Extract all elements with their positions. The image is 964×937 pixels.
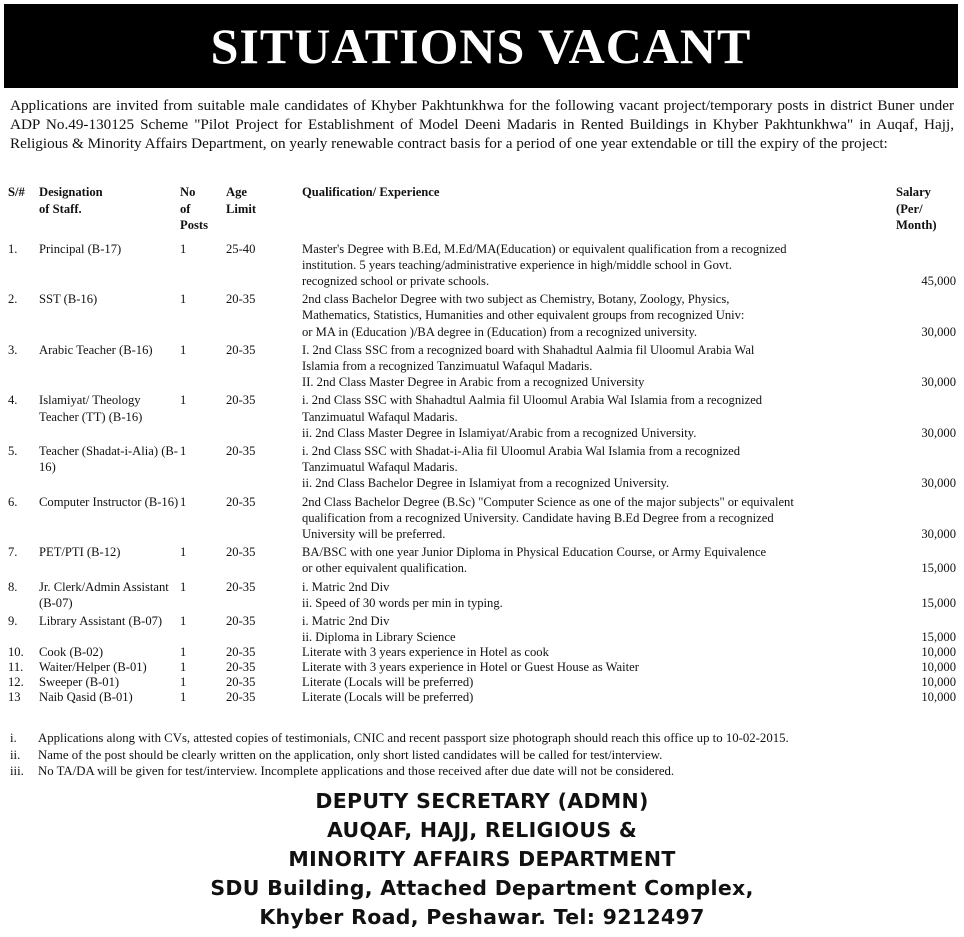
row-age: 20-35	[226, 443, 256, 458]
qualification-line: Literate with 3 years experience in Hotel or Guest House as Waiter	[302, 660, 639, 675]
issuer-line-2: AUQAF, HAJJ, RELIGIOUS &	[327, 818, 637, 842]
table-row	[8, 675, 956, 690]
qualification-line: ii. 2nd Class Bachelor Degree in Islamiyat from a recognized University.	[302, 476, 670, 491]
qualification-line: i. Matric 2nd Div	[302, 579, 390, 594]
row-designation: PET/PTI (B-12)	[39, 545, 121, 560]
table-row	[8, 611, 956, 645]
header-salary: Salary (Per/ Month)	[896, 185, 937, 232]
row-age: 20-35	[226, 545, 256, 560]
row-qualification	[302, 441, 882, 492]
row-designation: Islamiyat/ Theology Teacher (TT) (B-16)	[39, 393, 143, 424]
qualification-line: Islamia from a recognized Tanzimuatul Wafaqul Madaris.	[302, 358, 593, 373]
qualification-line: ii. Diploma in Library Science	[302, 630, 456, 645]
row-age: 20-35	[226, 579, 256, 594]
row-posts: 1	[180, 660, 187, 675]
qualification-line: ii. Speed of 30 words per min in typing.	[302, 595, 503, 610]
row-salary: 10,000	[921, 675, 956, 690]
note-item: i. Applications along with CVs, attested copies of testimonials, CNIC and recent passport size photograph should reach this office up to 10-02-2015.	[10, 731, 789, 745]
row-sn: 8.	[8, 579, 18, 594]
row-designation: Principal (B-17)	[39, 241, 122, 256]
row-age: 20-35	[226, 675, 256, 690]
row-salary: 10,000	[921, 690, 956, 705]
qualification-line: BA/BSC with one year Junior Diploma in Physical Education Course, or Army Equivalence	[302, 545, 767, 560]
issuer-line-4: SDU Building, Attached Department Complex,	[210, 876, 754, 900]
row-posts: 1	[180, 645, 187, 660]
intro-paragraph: Applications are invited from suitable male candidates of Khyber Pakhtunkhwa for the following vacant project/temporary posts in district Buner under ADP No.49-130125 Scheme "Pilot Project for Establishment of Model Deeni Madaris in Rented Buildings in Khyber Pakhtunkhwa" in Auqaf, Hajj, Religious & Minority Affairs Department, on yearly renewable contract basis for a period of one year extendable or till the expiry of the project:	[10, 97, 954, 152]
row-sn: 7.	[8, 545, 18, 560]
row-posts: 1	[180, 443, 187, 458]
qualification-line: i. 2nd Class SSC with Shahadtul Aalmia fil Uloomul Arabia Wal Islamia from a recognized	[302, 393, 763, 408]
qualification-line: i. 2nd Class SSC with Shadat-i-Alia fil Uloomul Arabia Wal Islamia from a recognized	[302, 443, 741, 458]
row-salary: 15,000	[921, 561, 956, 576]
row-designation: Library Assistant (B-07)	[39, 613, 163, 628]
header-posts: No of Posts	[180, 185, 208, 232]
row-designation: Sweeper (B-01)	[39, 675, 120, 690]
notes-list	[10, 730, 950, 780]
row-posts: 1	[180, 545, 187, 560]
issuer-line-1: DEPUTY SECRETARY (ADMN)	[315, 789, 649, 813]
table-row	[8, 542, 956, 576]
qualification-line: 2nd Class Bachelor Degree (B.Sc) "Computer Science as one of the major subjects" or equivalent	[302, 494, 794, 509]
row-designation: Jr. Clerk/Admin Assistant (B-07)	[39, 579, 169, 610]
qualification-line: or MA in (Education )/BA degree in (Education) from a recognized university.	[302, 324, 698, 339]
row-designation: Cook (B-02)	[39, 645, 104, 660]
row-posts: 1	[180, 675, 187, 690]
note-item: iii. No TA/DA will be given for test/interview. Incomplete applications and those received after due date will not be considered.	[10, 764, 675, 778]
issuer-line-3: MINORITY AFFAIRS DEPARTMENT	[288, 847, 676, 871]
qualification-line: recognized school or private schools.	[302, 273, 490, 288]
row-age: 20-35	[226, 342, 256, 357]
issuer-block	[180, 787, 784, 932]
row-salary: 10,000	[921, 660, 956, 675]
header-qualification: Qualification/ Experience	[302, 185, 440, 199]
note-item: ii. Name of the post should be clearly written on the application, only short listed candidates will be called for test/interview.	[10, 747, 663, 762]
table-row	[8, 690, 956, 705]
row-posts: 1	[180, 613, 187, 628]
row-qualification	[302, 340, 882, 391]
title-banner	[4, 4, 958, 88]
qualification-line: II. 2nd Class Master Degree in Arabic from a recognized University	[302, 375, 645, 390]
row-salary: 15,000	[921, 630, 956, 645]
qualification-line: qualification from a recognized University. Candidate having B.Ed Degree from a recognized	[302, 510, 774, 525]
row-posts: 1	[180, 690, 187, 705]
row-designation: Naib Qasid (B-01)	[39, 690, 133, 705]
issuer-line-5: Khyber Road, Peshawar. Tel: 9212497	[259, 905, 705, 929]
posts-table	[8, 184, 956, 705]
row-salary: 15,000	[921, 595, 956, 610]
row-designation: Waiter/Helper (B-01)	[39, 660, 147, 675]
row-designation: Arabic Teacher (B-16)	[39, 342, 153, 357]
row-qualification	[302, 675, 882, 690]
row-age: 20-35	[226, 494, 256, 509]
qualification-line: Literate with 3 years experience in Hotel as cook	[302, 645, 549, 660]
row-qualification	[302, 577, 882, 611]
row-salary: 30,000	[921, 526, 956, 541]
row-qualification	[302, 390, 882, 441]
qualification-line: Master's Degree with B.Ed, M.Ed/MA(Education) or equivalent qualification from a recognized	[302, 241, 787, 256]
table-row	[8, 390, 956, 441]
row-salary: 30,000	[921, 476, 956, 491]
row-salary: 30,000	[921, 425, 956, 440]
table-row	[8, 340, 956, 391]
row-age: 20-35	[226, 613, 256, 628]
row-sn: 3.	[8, 342, 18, 357]
qualification-line: Literate (Locals will be preferred)	[302, 690, 474, 705]
qualification-line: Mathematics, Statistics, Humanities and other equivalent groups from recognized Univ:	[302, 308, 745, 323]
row-sn: 9.	[8, 613, 18, 628]
row-age: 20-35	[226, 292, 256, 307]
row-sn: 11.	[8, 660, 24, 675]
table-row	[8, 660, 956, 675]
row-qualification	[302, 492, 882, 543]
page-title: SITUATIONS VACANT	[210, 18, 752, 74]
row-salary: 30,000	[921, 375, 956, 390]
qualification-line: University will be preferred.	[302, 526, 446, 541]
row-sn: 10.	[8, 645, 24, 660]
row-designation: SST (B-16)	[39, 292, 98, 307]
table-row	[8, 289, 956, 340]
qualification-line: 2nd class Bachelor Degree with two subject as Chemistry, Botany, Zoology, Physics,	[302, 292, 730, 307]
row-posts: 1	[180, 241, 187, 256]
row-qualification	[302, 690, 882, 705]
row-posts: 1	[180, 292, 187, 307]
row-qualification	[302, 542, 882, 576]
table-row	[8, 441, 956, 492]
row-sn: 1.	[8, 241, 18, 256]
row-qualification	[302, 289, 882, 340]
row-sn: 6.	[8, 494, 18, 509]
row-sn: 4.	[8, 393, 18, 408]
row-qualification	[302, 660, 882, 675]
qualification-line: or other equivalent qualification.	[302, 561, 468, 576]
row-sn: 5.	[8, 443, 18, 458]
row-qualification	[302, 645, 882, 660]
row-age: 20-35	[226, 660, 256, 675]
table-row	[8, 645, 956, 660]
row-posts: 1	[180, 494, 187, 509]
row-sn: 13	[8, 690, 21, 705]
row-qualification	[302, 239, 882, 290]
qualification-line: i. Matric 2nd Div	[302, 613, 390, 628]
qualification-line: institution. 5 years teaching/administrative experience in high/middle school in Govt.	[302, 257, 732, 272]
row-sn: 12.	[8, 675, 24, 690]
qualification-line: Literate (Locals will be preferred)	[302, 675, 474, 690]
row-age: 25-40	[226, 241, 256, 256]
row-sn: 2.	[8, 292, 18, 307]
row-age: 20-35	[226, 645, 256, 660]
row-salary: 45,000	[921, 273, 956, 288]
table-row	[8, 492, 956, 543]
row-salary: 30,000	[921, 324, 956, 339]
row-designation: Teacher (Shadat-i-Alia) (B-16)	[39, 443, 178, 475]
row-salary: 10,000	[921, 645, 956, 660]
qualification-line: Tanzimuatul Wafaqul Madaris.	[302, 460, 458, 475]
row-age: 20-35	[226, 690, 256, 705]
header-designation: Designation of Staff.	[39, 185, 103, 216]
row-age: 20-35	[226, 393, 256, 408]
header-sn: S/#	[8, 185, 25, 199]
row-posts: 1	[180, 579, 187, 594]
header-age: Age Limit	[226, 185, 257, 216]
row-posts: 1	[180, 342, 187, 357]
table-body	[8, 239, 956, 706]
qualification-line: ii. 2nd Class Master Degree in Islamiyat/Arabic from a recognized University.	[302, 425, 697, 440]
table-row	[8, 239, 956, 290]
qualification-line: I. 2nd Class SSC from a recognized board with Shahadtul Aalmia fil Uloomul Arabia Wal	[302, 342, 755, 357]
table-header-row	[8, 184, 956, 239]
row-posts: 1	[180, 393, 187, 408]
table-row	[8, 577, 956, 611]
row-designation: Computer Instructor (B-16)	[39, 494, 179, 509]
row-qualification	[302, 611, 882, 645]
qualification-line: Tanzimuatul Wafaqul Madaris.	[302, 409, 458, 424]
